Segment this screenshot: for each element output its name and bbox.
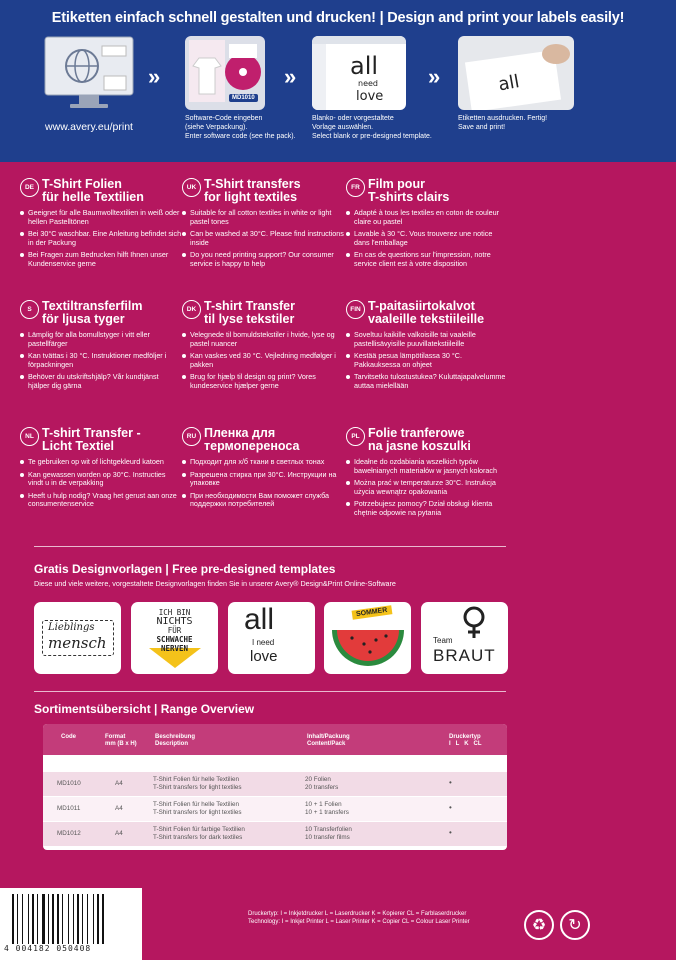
language-badge: FR	[346, 178, 365, 197]
feature-list	[182, 458, 344, 509]
feature-item: Heeft u hulp nodig? Vraag het gerust aan onze consumentenservice	[20, 492, 182, 509]
recycle-icon: ♻	[524, 910, 554, 940]
step2-caption: Software-Code eingeben (siehe Verpackung). Enter software code (see the pack).	[185, 115, 296, 140]
feature-item: Soveltuu kaikille valkoisille tai vaaleille pastellisävyisille puuvillatekstiileille	[346, 331, 508, 348]
feature-item: Lavable à 30 °C. Vous trouverez une notice dans l'emballage	[346, 230, 508, 247]
range-title: Sortimentsübersicht | Range Overview	[34, 702, 255, 716]
software-code-label: MD1010	[229, 94, 258, 102]
feature-list	[20, 209, 182, 269]
feature-item: Tarvitsetko tulostustukea? Kuluttajapalvelumme auttaa mielellään	[346, 373, 508, 390]
language-block-fin	[346, 300, 508, 395]
template-team-braut[interactable]: Team BRAUT	[421, 602, 508, 674]
template-nerven[interactable]: ICH BIN NICHTS FÜR SCHWACHE NERVEN	[131, 602, 218, 674]
language-block-ru	[182, 427, 344, 513]
barcode	[0, 888, 142, 960]
language-title: Textiltransferfilm för ljusa tyger	[42, 299, 143, 326]
svg-text:need: need	[358, 79, 378, 88]
print-result-thumb	[458, 36, 574, 110]
language-title: Film pour T-shirts clairs	[368, 177, 450, 204]
svg-text:all: all	[350, 52, 379, 80]
feature-item: Подходит для х/б ткани в светлых тонах	[182, 458, 344, 467]
language-block-nl	[20, 427, 182, 513]
step4-caption: Etiketten ausdrucken. Fertig! Save and print!	[458, 115, 548, 131]
divider	[34, 546, 506, 547]
template-select-thumb	[312, 36, 406, 110]
feature-list	[20, 458, 182, 509]
feature-item: Kan vaskes ved 30 °C. Vejledning medfølger i pakken	[182, 352, 344, 369]
range-table	[43, 724, 507, 850]
language-badge: NL	[20, 427, 39, 446]
chevron-right-icon: »	[284, 64, 297, 89]
language-badge: DE	[20, 178, 39, 197]
feature-item: Brug for hjælp til design og print? Vores kundeservice hjælper gerne	[182, 373, 344, 390]
templates-title: Gratis Designvorlagen | Free pre-designed templates	[34, 562, 336, 576]
feature-item: Potrzebujesz pomocy? Dział obsługi klienta chętnie odpowie na pytania	[346, 500, 508, 517]
feature-item: Velegnede til bomuldstekstiler i hvide, lyse og pastel nuancer	[182, 331, 344, 348]
feature-list	[346, 209, 508, 269]
printer-legend: Druckertyp: I = Inkjetdrucker L = Laserdrucker K = Kopierer CL = Farblaserdrucker Technology: I = Inkjet Printer L = Laser Printer K = Copier CL = Colour Laser Printer	[248, 911, 470, 925]
feature-item: Można prać w temperaturze 30°C. Instrukcja użycia wewnątrz opakowania	[346, 479, 508, 496]
step-print	[458, 36, 574, 132]
language-badge: PL	[346, 427, 365, 446]
range-table-header: Code Format mm (B x H) Beschreibung Description Inhalt/Packung Content/Pack Druckertyp I L K CL	[43, 724, 507, 755]
feature-list	[182, 209, 344, 269]
language-title: Пленка для термопереноса	[204, 426, 300, 453]
feature-item: Kan tvättas i 30 °C. Instruktioner medföljer i förpackningen	[20, 352, 182, 369]
svg-text:love: love	[356, 89, 384, 104]
language-block-s	[20, 300, 182, 395]
template-lieblingsmensch[interactable]: Lieblings mensch	[34, 602, 121, 674]
language-badge: UK	[182, 178, 201, 197]
feature-item: При необходимости Вам поможет служба поддержки потребителей	[182, 492, 344, 509]
language-block-fr	[346, 178, 508, 273]
language-badge: FIN	[346, 300, 365, 319]
how-to-panel	[0, 0, 676, 162]
language-title: T-shirt Transfer - Licht Textiel	[42, 426, 141, 453]
green-dot-icon: ↻	[560, 910, 590, 940]
software-pack-thumb	[185, 36, 265, 110]
svg-text:all: all	[496, 71, 522, 96]
table-row: MD1011 A4 T-Shirt Folien für helle Textilien T-Shirt transfers for light textiles 10 + 1 Folien 10 + 1 transfers •	[43, 797, 507, 821]
feature-item: Kan gewassen worden op 30°C. Instructies vindt u in de verpakking	[20, 471, 182, 488]
table-row: MD1010 A4 T-Shirt Folien für helle Textilien T-Shirt transfers for light textiles 20 Folien 20 transfers •	[43, 772, 507, 796]
language-block-uk	[182, 178, 344, 273]
language-block-dk	[182, 300, 344, 395]
feature-item: Behöver du utskriftshjälp? Vår kundtjänst hjälper dig gärna	[20, 373, 182, 390]
language-title: T-shirt Transfer til lyse tekstiler	[204, 299, 295, 326]
language-badge: S	[20, 300, 39, 319]
step-monitor	[44, 36, 134, 133]
feature-list	[346, 458, 508, 518]
feature-item: Ideałne do ozdabiania wszelkich typów bawełnianych materiałów w jasnych kolorach	[346, 458, 508, 475]
sommer-label: SOMMER	[352, 605, 392, 619]
feature-item: Разрешена стирка при 30°C. Инструкции на упаковке	[182, 471, 344, 488]
feature-item: Bei Fragen zum Bedrucken hilft Ihnen unser Kundenservice gerne	[20, 251, 182, 268]
templates-subtitle: Diese und viele weitere, vorgestaltete Designvorlagen finden Sie in unserer Avery® Design&Print Online-Software	[34, 579, 396, 588]
feature-item: Adapté à tous les textiles en coton de couleur claire ou pastel	[346, 209, 508, 226]
template-all-i-need-love[interactable]: all I need love	[228, 602, 315, 674]
divider	[34, 691, 506, 692]
feature-item: Bei 30°C waschbar. Eine Anleitung befindet sich in der Packung	[20, 230, 182, 247]
language-title: T-paitasiirtokalvot vaaleille tekstiileille	[368, 299, 485, 326]
feature-item: Kestää pesua lämpötilassa 30 °C. Pakkauksessa on ohjeet	[346, 352, 508, 369]
feature-item: Lämplig för alla bomullstyger i vitt eller pastellfärger	[20, 331, 182, 348]
chevron-right-icon: »	[428, 64, 441, 89]
feature-item: Te gebruiken op wit of lichtgekleurd katoen	[20, 458, 182, 467]
avery-url[interactable]: www.avery.eu/print	[45, 121, 133, 133]
header-title: Etiketten einfach schnell gestalten und drucken! | Design and print your labels easily!	[51, 10, 625, 26]
feature-item: Can be washed at 30°C. Please find instructions inside	[182, 230, 344, 247]
feature-list	[346, 331, 508, 391]
feature-item: Geeignet für alle Baumwolltextilien in weiß oder hellen Pastelltönen	[20, 209, 182, 226]
step-select-template	[312, 36, 432, 141]
table-row: MD1012 A4 T-Shirt Folien für farbige Textilien T-Shirt transfers for dark textiles 10 Transferfolien 10 transfer films •	[43, 822, 507, 846]
feature-item: En cas de questions sur l'impression, notre service client est à votre disposition	[346, 251, 508, 268]
template-sommer[interactable]	[324, 602, 411, 674]
feature-list	[182, 331, 344, 391]
language-badge: DK	[182, 300, 201, 319]
barcode-number: 4 004182 050408	[4, 944, 92, 953]
language-block-pl	[346, 427, 508, 522]
feature-list	[20, 331, 182, 391]
language-title: Folie tranferowe na jasne koszulki	[368, 426, 471, 453]
feature-item: Suitable for all cotton textiles in white or light pastel tones	[182, 209, 344, 226]
monitor-icon	[44, 36, 134, 110]
language-badge: RU	[182, 427, 201, 446]
chevron-right-icon: »	[148, 64, 161, 89]
step3-caption: Blanko- oder vorgestaltete Vorlage auswählen. Select blank or pre-designed template.	[312, 115, 432, 140]
language-title: T-Shirt Folien für helle Textilien	[42, 177, 144, 204]
step-software-code	[185, 36, 296, 141]
feature-item: Do you need printing support? Our consumer service is happy to help	[182, 251, 344, 268]
language-block-de	[20, 178, 182, 273]
female-symbol-icon	[459, 606, 489, 640]
language-title: T-Shirt transfers for light textiles	[204, 177, 301, 204]
